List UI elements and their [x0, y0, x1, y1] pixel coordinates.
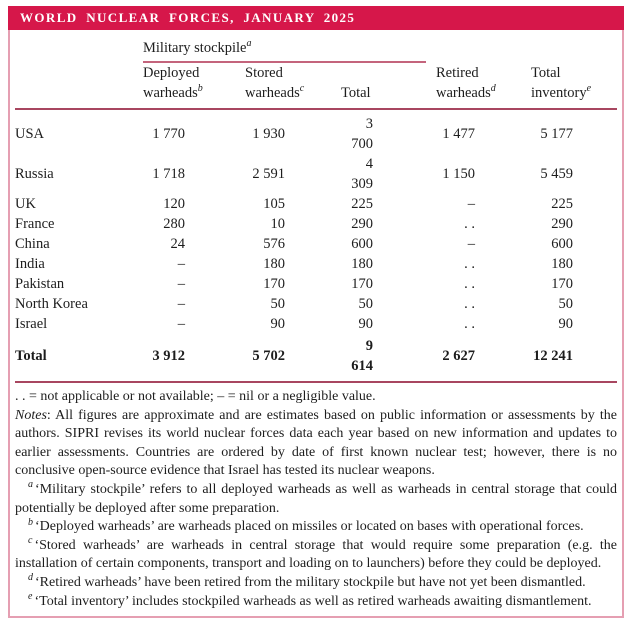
footnote-a: $^a$ ‘Military stockpile’ refers to all deployed warheads as well as warheads in central storage that could potentially be deployed after some preparation. — [15, 479, 617, 516]
footnote-marker: c — [28, 535, 33, 547]
total-cell: 290 — [351, 216, 373, 232]
footnote-b: $^b$ ‘Deployed warheads’ are warheads placed on missiles or located on bases with operational forces. — [28, 516, 584, 535]
footnote-marker: a — [246, 38, 252, 50]
column-header-inventory: Total inventory$^e$ — [531, 63, 617, 109]
nuclear-forces-table — [15, 36, 617, 383]
column-header-stored: Stored warheads$^c$ — [245, 63, 341, 109]
footnote-e: $^e$ ‘Total inventory’ includes stockpiled warheads as well as retired warheads awaiting dismantlement. — [28, 590, 592, 609]
inventory-cell: 5 459 — [540, 166, 573, 182]
inventory-cell: 225 — [551, 196, 573, 212]
empty-cell — [15, 36, 143, 63]
footnote-marker: d — [490, 83, 496, 95]
total-cell: 600 — [351, 236, 373, 252]
inventory-cell: 12 241 — [531, 334, 617, 382]
footnote-marker: c — [299, 83, 305, 95]
country-cell: Pakistan — [15, 276, 65, 292]
retired-cell: . . — [464, 316, 475, 332]
inventory-cell: 600 — [551, 236, 573, 252]
deployed-cell: – — [177, 316, 185, 332]
inventory-cell: 170 — [551, 276, 573, 292]
retired-cell: . . — [464, 256, 475, 272]
stored-cell: 576 — [263, 236, 285, 252]
total-cell: 225 — [351, 196, 373, 212]
country-cell: India — [15, 256, 45, 272]
footnote-marker: a — [28, 479, 33, 491]
total-cell: 170 — [351, 276, 373, 292]
deployed-cell: 120 — [163, 196, 185, 212]
total-cell: 50 — [358, 296, 373, 312]
total-cell: 3 700 — [351, 116, 373, 152]
country-cell: Total — [15, 334, 143, 382]
empty-cell — [436, 36, 617, 63]
notes-text: : All figures are approximate and are estimates based on public information or assessments by the authors. SIPRI revises its world nuclear forces data each year based on new information and updates to earlier assessments. Countries are ordered by date of first known nuclear test; however, there is no conclusive open-source evidence that Israel has tested its nuclear weapons. — [15, 407, 617, 479]
country-cell: USA — [15, 126, 45, 142]
inventory-cell: 290 — [551, 216, 573, 232]
retired-cell: . . — [464, 216, 475, 232]
footnote-c: $^c$ ‘Stored warheads’ are warheads in central storage that would require some preparation (e.g. the installation of certain components, transport and loading on to launchers) before they could be deployed. — [15, 535, 617, 572]
total-row — [15, 334, 617, 382]
country-cell: Israel — [15, 316, 48, 332]
footnote-d: $^d$ ‘Retired warheads’ have been retired from the military stockpile but have not yet been dismantled. — [28, 572, 586, 590]
empty-cell — [15, 63, 143, 109]
footnote-marker: d — [28, 572, 33, 584]
table-row — [15, 214, 617, 234]
table-row — [15, 274, 617, 294]
deployed-cell: 1 770 — [152, 126, 185, 142]
total-cell: 9 614 — [341, 334, 436, 382]
country-cell: Russia — [15, 166, 54, 182]
deployed-cell: 3 912 — [143, 334, 245, 382]
table-row — [15, 254, 617, 274]
stored-cell: 90 — [270, 316, 285, 332]
group-header-label: Military stockpile$^a$ — [143, 36, 426, 63]
retired-cell: 1 477 — [442, 126, 475, 142]
table-row — [15, 194, 617, 214]
table-row — [15, 294, 617, 314]
inventory-cell: 90 — [558, 316, 573, 332]
stored-cell: 5 702 — [245, 334, 341, 382]
footnote-marker: b — [197, 83, 203, 95]
country-cell: UK — [15, 196, 36, 212]
country-cell: North Korea — [15, 296, 88, 312]
footnote-marker: e — [28, 590, 33, 602]
column-header-deployed: Deployed warheads$^b$ — [143, 63, 245, 109]
total-cell: 90 — [358, 316, 373, 332]
retired-cell: – — [467, 196, 475, 212]
table-title-banner — [8, 6, 624, 30]
column-header-retired: Retired warheads$^d$ — [436, 63, 531, 109]
stored-cell: 170 — [263, 276, 285, 292]
stored-cell: 1 930 — [252, 126, 285, 142]
table-title: WORLD NUCLEAR FORCES, JANUARY 2025 — [20, 10, 356, 25]
retired-cell: 1 150 — [442, 166, 475, 182]
stored-cell: 105 — [263, 196, 285, 212]
retired-cell: – — [467, 236, 475, 252]
column-header-total: Total — [341, 63, 436, 109]
stored-cell: 180 — [263, 256, 285, 272]
deployed-cell: – — [177, 256, 185, 272]
deployed-cell: 280 — [163, 216, 185, 232]
country-cell: France — [15, 216, 55, 232]
group-header-cell — [143, 36, 436, 63]
footnote-marker: b — [28, 516, 33, 528]
inventory-cell: 180 — [551, 256, 573, 272]
symbol-legend: . . = not applicable or not available; – = nil or a negligible value. — [15, 389, 376, 404]
group-header-row — [15, 36, 617, 63]
inventory-cell: 50 — [558, 296, 573, 312]
table-row — [15, 154, 617, 194]
stored-cell: 2 591 — [252, 166, 285, 182]
notes-paragraph — [15, 407, 617, 481]
retired-cell: . . — [464, 296, 475, 312]
table-row — [15, 234, 617, 254]
inventory-cell: 5 177 — [540, 126, 573, 142]
stored-cell: 10 — [270, 216, 285, 232]
total-cell: 4 309 — [351, 156, 373, 192]
retired-cell: . . — [464, 276, 475, 292]
deployed-cell: 24 — [170, 236, 185, 252]
deployed-cell: 1 718 — [152, 166, 185, 182]
country-cell: China — [15, 236, 50, 252]
retired-cell: 2 627 — [436, 334, 531, 382]
deployed-cell: – — [177, 296, 185, 312]
table-box — [8, 30, 624, 618]
table-row — [15, 109, 617, 154]
total-cell: 180 — [351, 256, 373, 272]
column-header-row — [15, 63, 617, 109]
footnote-marker: e — [586, 83, 592, 95]
footnotes — [15, 481, 617, 611]
deployed-cell: – — [177, 276, 185, 292]
stored-cell: 50 — [270, 296, 285, 312]
table-row — [15, 314, 617, 334]
notes-label: Notes — [15, 407, 47, 423]
